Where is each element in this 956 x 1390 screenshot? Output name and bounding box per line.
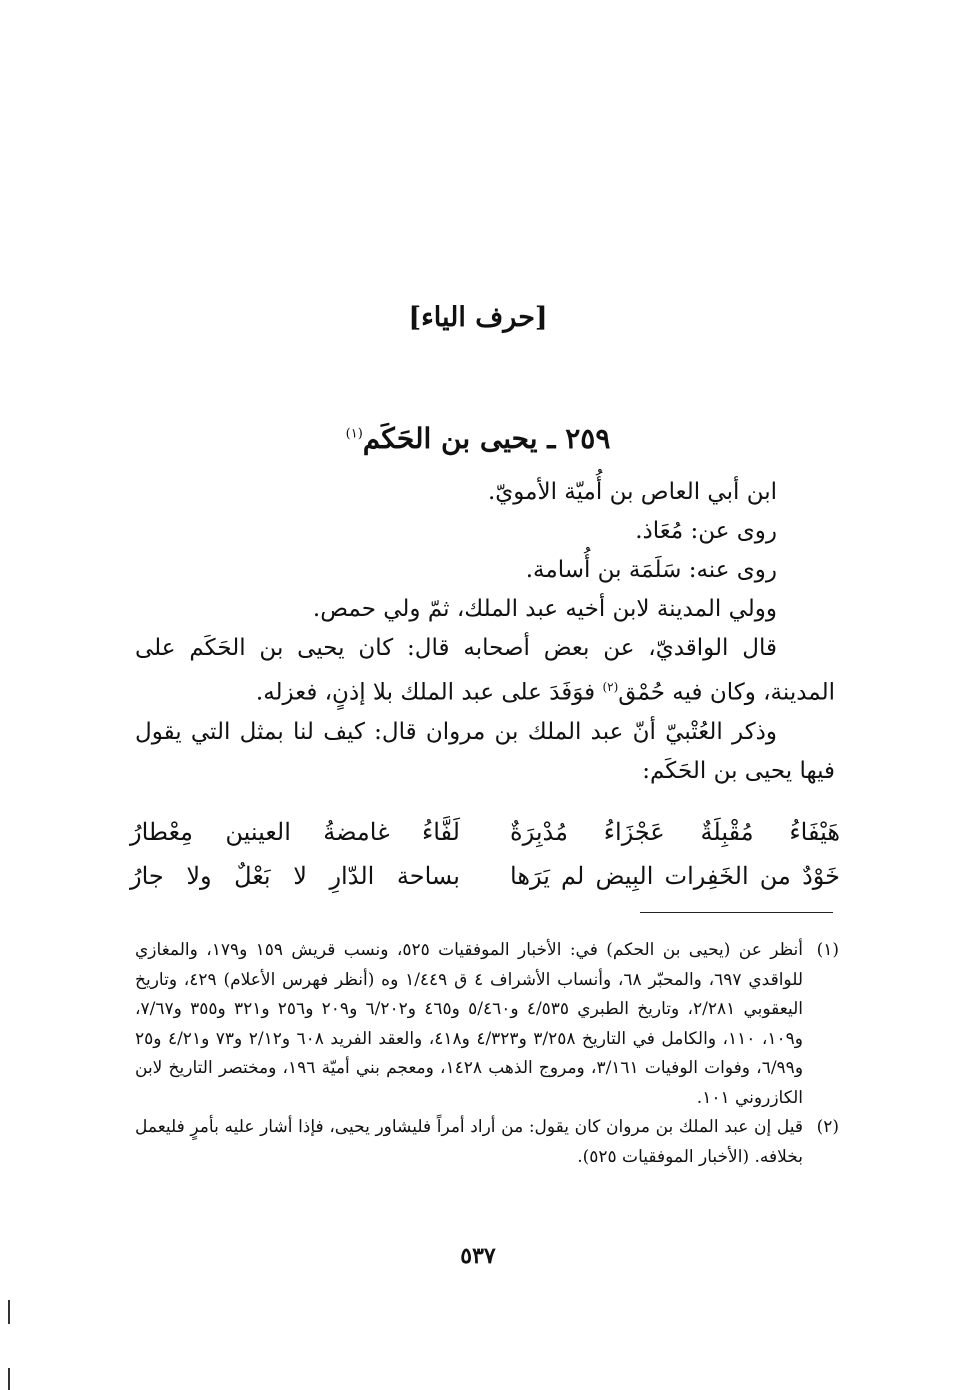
verse-1-second-hemistich: لَفَّاءُ غامضةُ العينين مِعْطارُ [130, 818, 460, 846]
body-paragraph-governorship: وولي المدينة لابن أخيه عبد الملك، ثمّ ولي حمص. [312, 596, 777, 622]
verse-2-first-hemistich: خَوْدٌ من الخَفِرات البِيض لم يَرَها [510, 862, 840, 890]
entry-title [0, 422, 956, 455]
footnote-ref-1: (١) [345, 426, 363, 442]
scan-edge-mark [8, 1300, 10, 1324]
chapter-title: [حرف الياء] [408, 302, 548, 333]
body-paragraph-narrated-from: روى عن: مُعَاذ. [635, 518, 777, 544]
body-paragraph-utbi: وذكر العُتْبيّ أنّ عبد الملك بن مروان قال: كيف لنا بمثل التي يقول فيها يحيى بن الحَكَم: [135, 718, 835, 784]
verse-1-first-hemistich: هَيْفَاءُ مُقْبِلَةٌ عَجْزَاءُ مُدْبِرَةٌ [510, 818, 840, 846]
footnotes [135, 936, 839, 1172]
scan-edge-mark [8, 1368, 10, 1390]
entry-title-text: ٢٥٩ ـ يحيى بن الحَكَم [362, 422, 611, 455]
footnote-ref-2: (٢) [602, 680, 619, 694]
poem-verse-1 [130, 810, 840, 854]
page-number: ٥٣٧ [460, 1243, 496, 1269]
footnote-1-text: أنظر عن (يحيى بن الحكم) في: الأخبار الموفقيات ٥٢٥، ونسب قريش ١٥٩ و١٧٩، والمغازي للواقدي ٦٩٧، والمحبّر ٦٨، وأنساب الأشراف ٤ ق ١/٤٤٩ وه (أنظر فهرس الأعلام) ٤٢٩، وتاريخ اليعقوبي ٢/٢٨١، وتاريخ الطبري ٤/٥٣٥ و٥/٤٦٠ و٤٦٥ و٦/٢٠٢ و٢٠٩ و٢٥٦ و٣٢١ و٣٥٥ و٧/٦٧، و١٠٩، ١١٠، والكامل في التاريخ ٣/٢٥٨ و٤/٣٢٣ و٤١٨، والعقد الفريد ٦٠٨ و٢/١٢ و٧٣ و٤/٢١ و٢٥ و٦/٩٩، وفوات الوفيات ٣/١٦١، ومروج الذهب ١٤٢٨، ومعجم بني أميّة ١٩٦، ومختصر التاريخ لابن الكازروني ١٠١. [135, 940, 804, 1108]
footnote-1 [135, 936, 839, 1113]
verse-2-second-hemistich: بساحة الدّارِ لا بَعْلٌ ولا جارُ [130, 862, 460, 890]
waqidi-text-2: فوَفَدَ على عبد الملك بلا إذنٍ، فعزله. [255, 679, 603, 706]
body-paragraph-waqidi [135, 629, 835, 713]
poem [130, 810, 840, 898]
entry-body [135, 473, 835, 791]
poem-verse-2 [130, 854, 840, 898]
footnote-2-text: قيل إن عبد الملك بن مروان كان يقول: من أراد أمراً فليشاور يحيى، فإذا أشار عليه بأمرٍ فليعمل بخلافه. (الأخبار الموفقيات ٥٢٥). [135, 1117, 803, 1167]
footnote-divider [640, 912, 833, 913]
body-paragraph-lineage: ابن أبي العاص بن أُميّة الأمويّ. [487, 479, 777, 505]
waqidi-text-1: قال الواقديّ، عن بعض أصحابه قال: كان يحيى بن الحَكَم على المدينة، وكان فيه حُمْق [135, 635, 835, 706]
body-paragraph-narrated-by: روى عنه: سَلَمَة بن أُسامة. [525, 557, 777, 583]
footnote-1-number: (١) [816, 940, 839, 960]
footnote-2 [135, 1113, 839, 1172]
footnote-2-number: (٢) [816, 1117, 839, 1137]
